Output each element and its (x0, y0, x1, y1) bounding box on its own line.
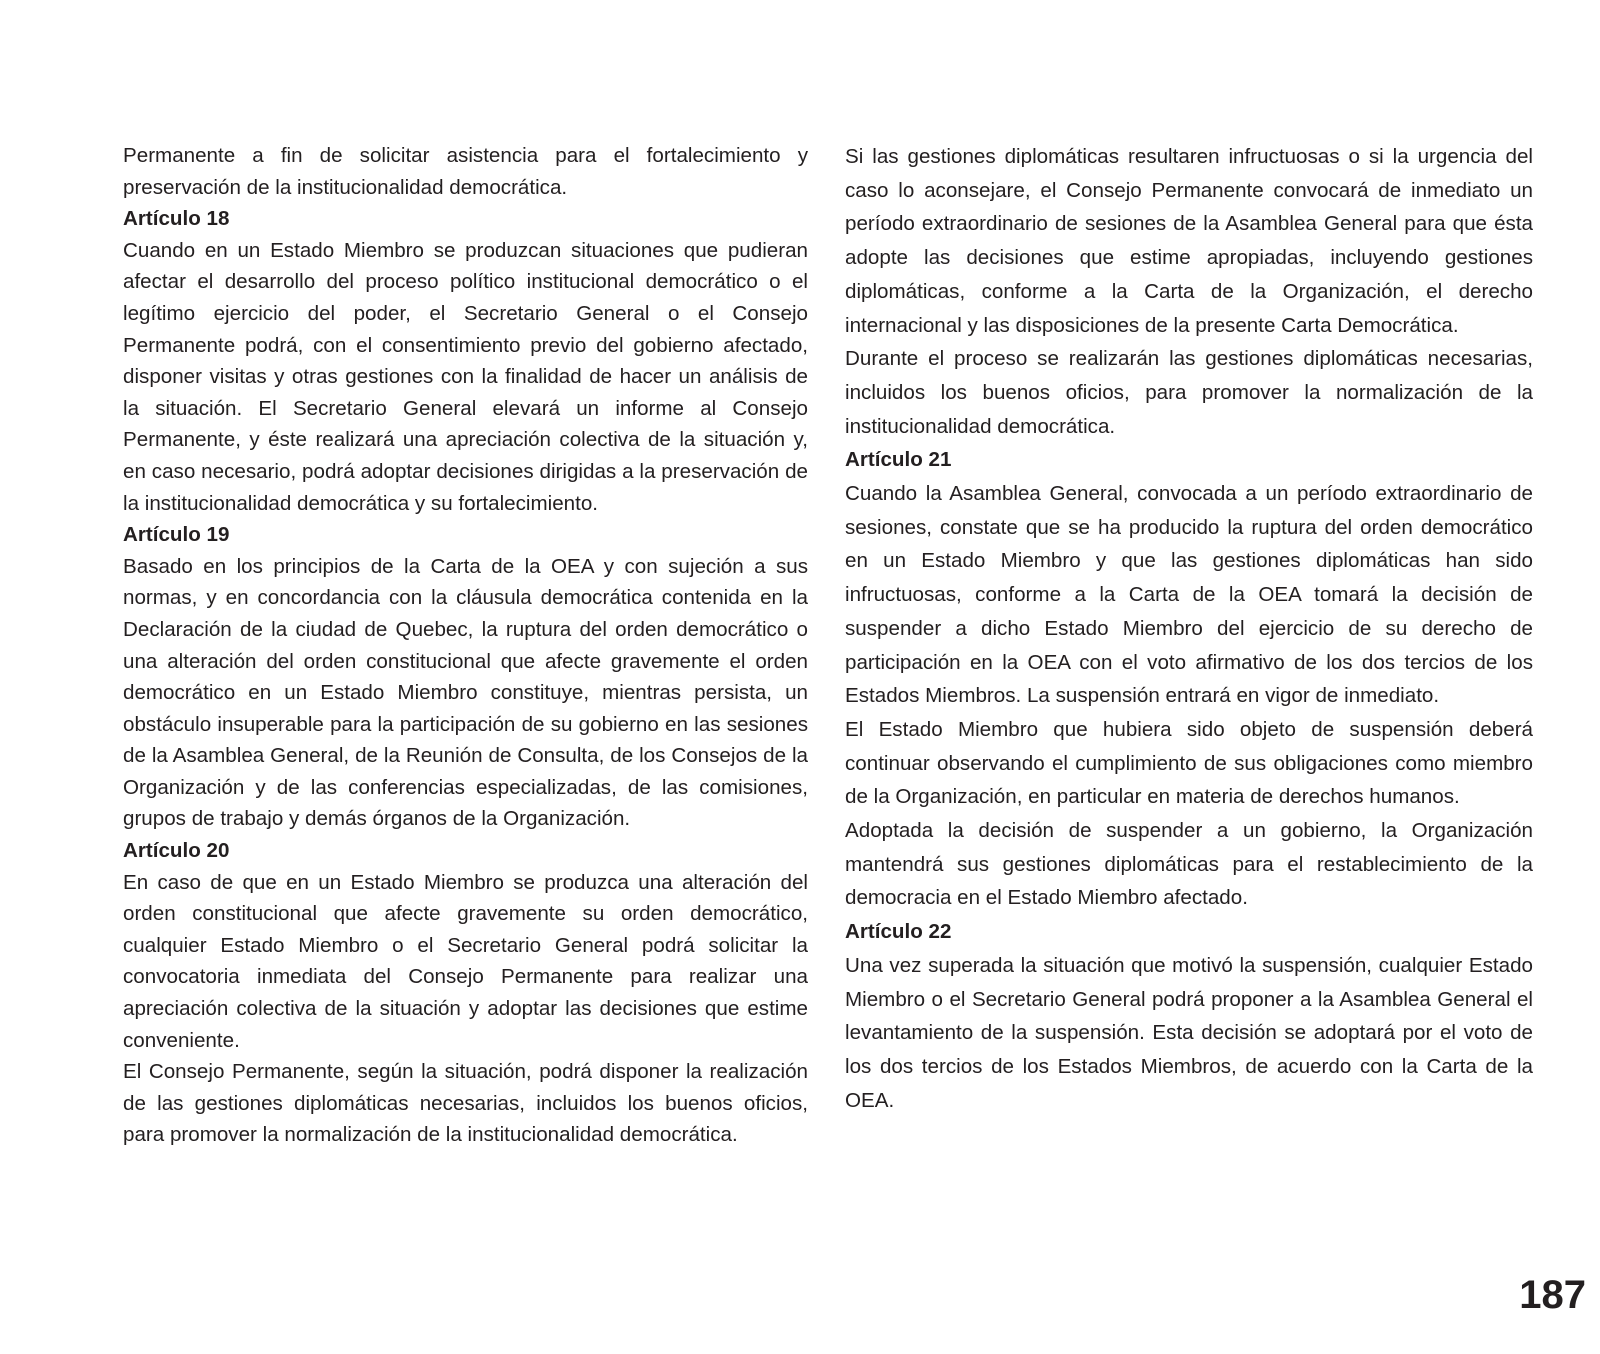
article-21-paragraph-1: Cuando la Asamblea General, convocada a un período extraordinario de sesiones, constate que se ha producido la ruptura del orden democrático en un Estado Miembro y que las gestiones diplomáticas han sido infructuosas, conforme a la Carta de la OEA tomará la decisión de suspender a dicho Estado Miembro del ejercicio de su derecho de participación en la OEA con el voto afirmativo de los dos tercios de los Estados Miembros. La suspensión entrará en vigor de inmediato. (845, 482, 1533, 708)
article-21-heading: Artículo 21 (845, 448, 952, 472)
article-20-paragraph-4: Durante el proceso se realizarán las gestiones diplomáticas necesarias, incluidos los buenos oficios, para promover la normalización de la institucionalidad democrática. (845, 347, 1533, 438)
article-20-paragraph-3: Si las gestiones diplomáticas resultaren infructuosas o si la urgencia del caso lo aconsejare, el Consejo Permanente convocará de inmediato un período extraordinario de sesiones de la Asamblea General para que ésta adopte las decisiones que estime apropiadas, incluyendo gestiones diplomáticas, conforme a la Carta de la Organización, el derecho internacional y las disposiciones de la presente Carta Democrática. (845, 145, 1533, 337)
article-18-paragraph: Cuando en un Estado Miembro se produzcan situaciones que pudieran afectar el desarrollo del proceso político institucional democrático o el legítimo ejercicio del poder, el Secretario General o el Consejo Permanente podrá, con el consentimiento previo del gobierno afectado, disponer visitas y otras gestiones con la finalidad de hacer un análisis de la situación. El Secretario General elevará un informe al Consejo Permanente, y éste realizará una apreciación colectiva de la situación y, en caso necesario, podrá adoptar decisiones dirigidas a la preservación de la institucionalidad democrática y su fortalecimiento. (123, 238, 808, 515)
article-20-paragraph-1: En caso de que en un Estado Miembro se produzca una alteración del orden constitucional que afecte gravemente su orden democrático, cualquier Estado Miembro o el Secretario General podrá solicitar la convocatoria inmediata del Consejo Permanente para realizar una apreciación colectiva de la situación y adoptar las decisiones que estime conveniente. (123, 870, 808, 1052)
article-19-paragraph: Basado en los principios de la Carta de la OEA y con sujeción a sus normas, y en concordancia con la cláusula democrática contenida en la Declaración de la ciudad de Quebec, la ruptura del orden democrático o una alteración del orden constitucional que afecte gravemente el orden democrático en un Estado Miembro constituye, mientras persista, un obstáculo insuperable para la participación de su gobierno en las sesiones de la Asamblea General, de la Reunión de Consulta, de los Consejos de la Organización y de las conferencias especializadas, de las comisiones, grupos de trabajo y demás órganos de la Organización. (123, 554, 808, 831)
article-22-heading: Artículo 22 (845, 920, 952, 944)
article-22-paragraph: Una vez superada la situación que motivó la suspensión, cualquier Estado Miembro o el Secretario General podrá proponer a la Asamblea General el levantamiento de la suspensión. Esta decisión se adoptará por el voto de los dos tercios de los Estados Miembros, de acuerdo con la Carta de la OEA. (845, 953, 1533, 1112)
article-18-heading: Artículo 18 (123, 207, 230, 231)
article-20-paragraph-2: El Consejo Permanente, según la situación, podrá disponer la realización de las gestiones diplomáticas necesarias, incluidos los buenos oficios, para promover la normalización de la institucionalidad democrática. (123, 1060, 808, 1147)
article-21-paragraph-2: El Estado Miembro que hubiera sido objeto de suspensión deberá continuar observando el cumplimiento de sus obligaciones como miembro de la Organización, en particular en materia de derechos humanos. (845, 717, 1533, 809)
paragraph-continued: Permanente a fin de solicitar asistencia para el fortalecimiento y preservación de la institucionalidad democrática. (123, 144, 808, 199)
article-19-heading: Artículo 19 (123, 523, 230, 547)
article-20-heading: Artículo 20 (123, 839, 230, 863)
article-21-paragraph-3: Adoptada la decisión de suspender a un gobierno, la Organización mantendrá sus gestiones diplomáticas para el restablecimiento de la democracia en el Estado Miembro afectado. (845, 819, 1533, 910)
page-number: 187 (1519, 1273, 1586, 1317)
left-column (123, 140, 808, 1151)
right-column (845, 140, 1533, 1117)
